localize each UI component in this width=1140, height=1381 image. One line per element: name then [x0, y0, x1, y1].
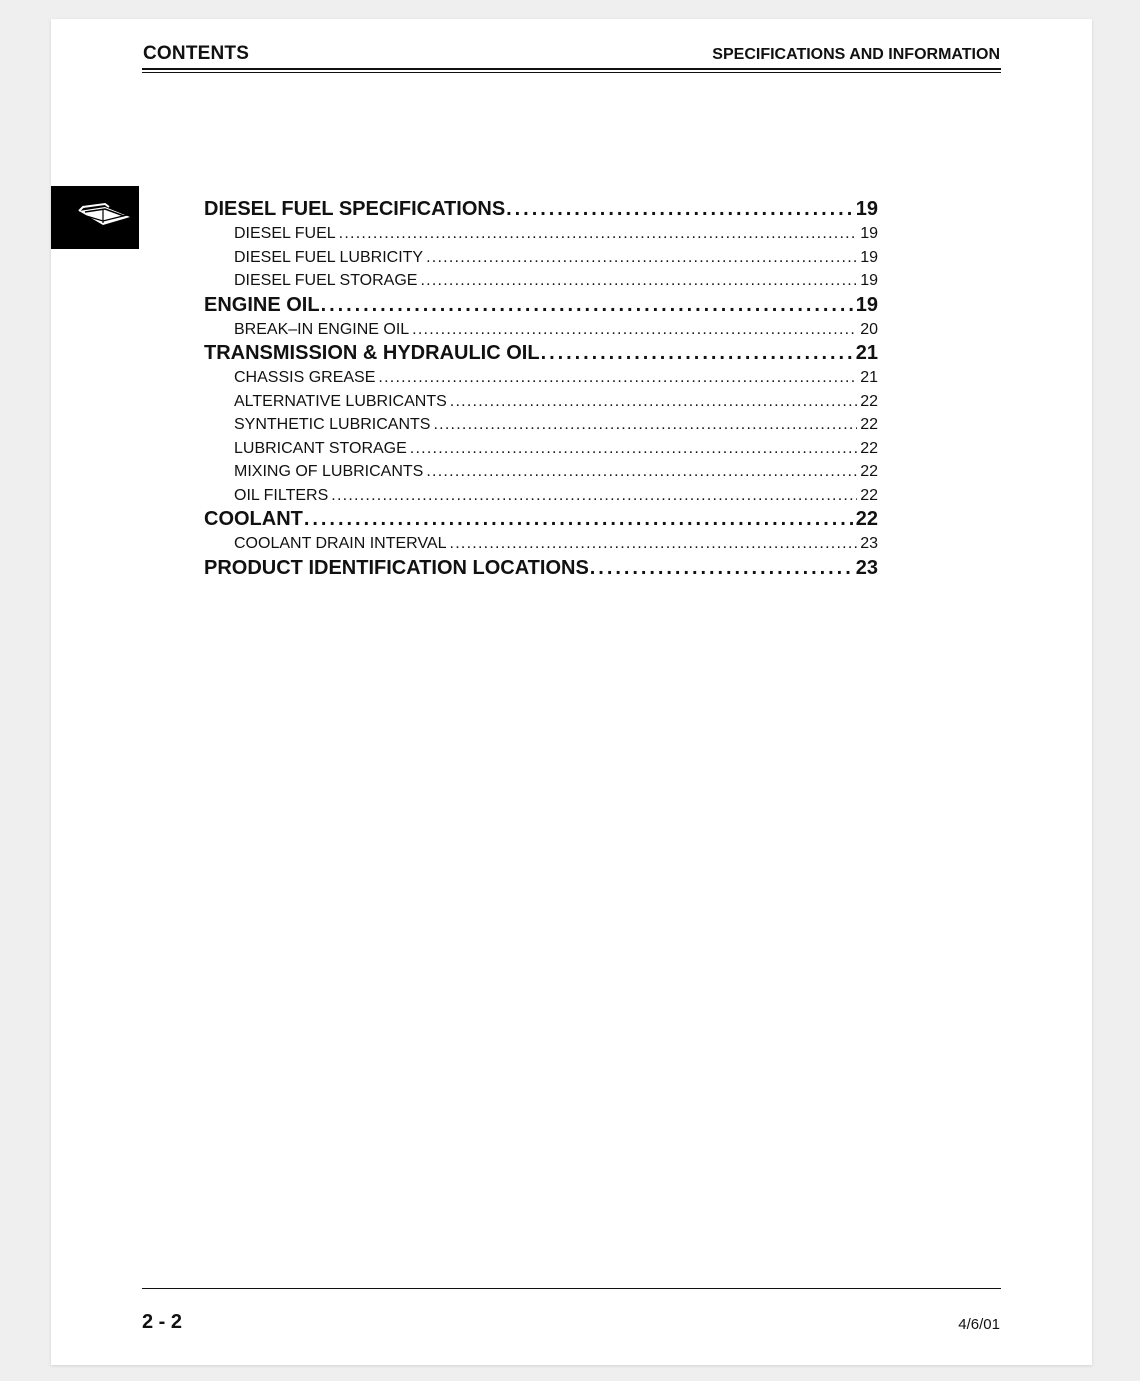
toc-entry-title: ENGINE OIL	[204, 293, 320, 316]
toc-entry-title: DIESEL FUEL SPECIFICATIONS	[204, 198, 506, 220]
toc-entry-page: 19	[860, 272, 878, 289]
toc-dot-leader	[541, 341, 854, 366]
toc-entry-page: 19	[855, 198, 878, 220]
toc-entry-title: LUBRICANT STORAGE	[234, 439, 407, 457]
toc-entry-page: 22	[860, 439, 878, 457]
toc-entry-page: 19	[855, 293, 878, 316]
table-of-contents	[204, 197, 878, 581]
toc-entry-title: ALTERNATIVE LUBRICANTS	[234, 392, 447, 410]
toc-entry-page: 23	[860, 535, 878, 552]
header-rule	[142, 68, 1001, 70]
toc-dot-leader	[420, 269, 857, 293]
toc-entry-title: DIESEL FUEL	[234, 225, 336, 242]
toc-dot-leader	[433, 413, 857, 437]
toc-entry-page: 19	[860, 248, 878, 266]
footer-rule	[142, 1288, 1001, 1289]
toc-subsection-entry[interactable]	[204, 413, 878, 437]
toc-entry-page: 20	[860, 320, 878, 338]
toc-dot-leader	[426, 246, 857, 270]
toc-dot-leader	[506, 197, 854, 222]
toc-entry-title: TRANSMISSION & HYDRAULIC OIL	[204, 342, 540, 364]
header-contents-title: CONTENTS	[143, 43, 250, 64]
toc-entry-title: CHASSIS GREASE	[234, 369, 376, 386]
toc-entry-page: 21	[860, 369, 878, 386]
toc-entry-page: 19	[860, 225, 878, 242]
toc-entry-title: SYNTHETIC LUBRICANTS	[234, 416, 431, 433]
toc-dot-leader	[378, 366, 857, 390]
toc-entry-page: 23	[855, 556, 878, 579]
toc-section-entry[interactable]	[204, 507, 878, 532]
toc-dot-leader	[450, 390, 857, 414]
toc-subsection-entry[interactable]	[204, 269, 878, 293]
toc-entry-title: BREAK–IN ENGINE OIL	[234, 320, 410, 338]
toc-dot-leader	[426, 460, 857, 484]
toc-subsection-entry[interactable]	[204, 318, 878, 342]
toc-dot-leader	[450, 532, 858, 556]
toc-entry-page: 22	[860, 486, 878, 504]
toc-dot-leader	[304, 507, 854, 532]
toc-section-entry[interactable]	[204, 341, 878, 366]
toc-entry-page: 22	[855, 508, 878, 530]
toc-subsection-entry[interactable]	[204, 460, 878, 484]
toc-section-entry[interactable]	[204, 293, 878, 318]
header-rule-thin	[142, 72, 1001, 73]
footer-date: 4/6/01	[958, 1316, 1000, 1333]
toc-subsection-entry[interactable]	[204, 366, 878, 390]
toc-section-entry[interactable]	[204, 556, 878, 581]
footer-page-number: 2 - 2	[142, 1311, 183, 1333]
toc-dot-leader	[590, 556, 854, 581]
toc-entry-title: OIL FILTERS	[234, 486, 329, 504]
section-tab	[51, 186, 139, 249]
toc-entry-page: 22	[860, 463, 878, 480]
toc-subsection-entry[interactable]	[204, 222, 878, 246]
toc-subsection-entry[interactable]	[204, 484, 878, 508]
toc-subsection-entry[interactable]	[204, 246, 878, 270]
toc-entry-title: DIESEL FUEL LUBRICITY	[234, 248, 424, 266]
header-section-title: SPECIFICATIONS AND INFORMATION	[712, 46, 1000, 63]
toc-entry-page: 22	[860, 416, 878, 433]
toc-dot-leader	[339, 222, 858, 246]
toc-entry-page: 21	[855, 342, 878, 364]
toc-dot-leader	[412, 318, 857, 342]
toc-entry-page: 22	[860, 392, 878, 410]
toc-entry-title: COOLANT DRAIN INTERVAL	[234, 535, 447, 552]
toc-entry-title: COOLANT	[204, 508, 303, 530]
toc-entry-title: DIESEL FUEL STORAGE	[234, 272, 418, 289]
toc-section-entry[interactable]	[204, 197, 878, 222]
document-page	[51, 19, 1092, 1365]
open-book-icon	[75, 201, 133, 231]
toc-subsection-entry[interactable]	[204, 532, 878, 556]
toc-dot-leader	[410, 437, 857, 461]
toc-subsection-entry[interactable]	[204, 437, 878, 461]
toc-dot-leader	[321, 293, 854, 318]
toc-subsection-entry[interactable]	[204, 390, 878, 414]
toc-dot-leader	[331, 484, 857, 508]
toc-entry-title: PRODUCT IDENTIFICATION LOCATIONS	[204, 556, 589, 579]
toc-entry-title: MIXING OF LUBRICANTS	[234, 463, 424, 480]
